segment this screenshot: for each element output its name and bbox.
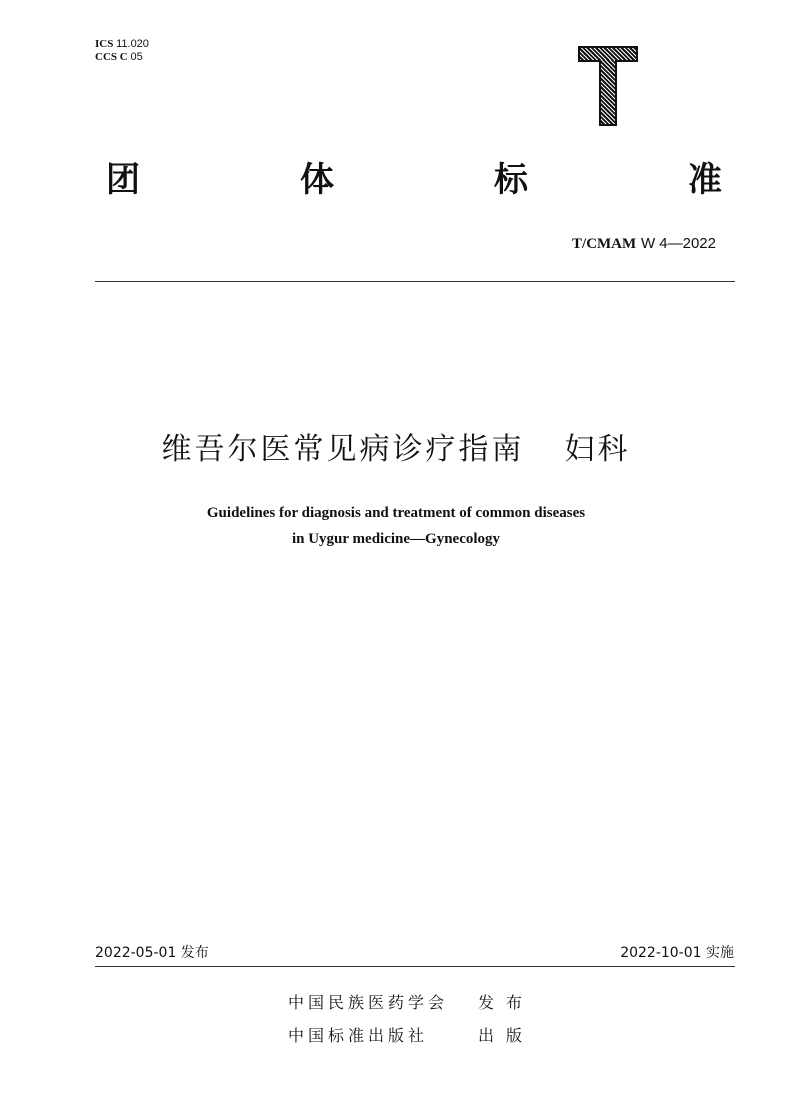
ccs-label: CCS C (95, 51, 128, 63)
issue-date: 2022-05-01 发布 (95, 945, 209, 961)
publisher-action: 出版 (478, 1026, 535, 1045)
standard-type-char: 体 (300, 160, 334, 200)
standard-number (572, 234, 716, 253)
english-title-line1: Guidelines for diagnosis and treatment of common diseases (206, 505, 586, 521)
standard-type-char: 标 (494, 160, 528, 200)
t-logo-stem-pattern (601, 60, 615, 124)
publisher-name: 中国民族医药学会 (288, 993, 449, 1012)
chinese-title-main: 维吾尔医常见病诊疗指南 (161, 432, 525, 467)
ics-label: ICS (95, 38, 114, 50)
standard-type-char: 团 (106, 160, 140, 200)
ics-code (95, 38, 149, 51)
standard-type-char: 准 (688, 160, 722, 200)
english-title (0, 500, 792, 552)
standard-type-heading (106, 158, 722, 202)
ics-number: 11.020 (116, 38, 149, 50)
publisher-row-press (288, 1023, 534, 1046)
footer-divider (95, 966, 735, 967)
chinese-title (0, 428, 792, 472)
classification-codes (95, 38, 149, 64)
standard-number-prefix: T/CMAM (572, 236, 637, 252)
english-title-line2: in Uygur medicine—Gynecology (291, 531, 501, 547)
implementation-date: 2022-10-01 实施 (620, 945, 734, 961)
publisher-action: 发布 (478, 993, 535, 1012)
publisher-row-issuer (288, 990, 534, 1013)
ccs-code (95, 51, 149, 64)
header-divider (95, 281, 735, 282)
chinese-title-sub: 妇科 (564, 432, 631, 467)
standard-number-suffix: W 4—2022 (640, 235, 716, 252)
t-logo-bar-pattern (580, 48, 636, 60)
publisher-name: 中国标准出版社 (288, 1026, 429, 1045)
standard-t-logo (578, 46, 638, 126)
ccs-number: 05 (130, 51, 143, 63)
